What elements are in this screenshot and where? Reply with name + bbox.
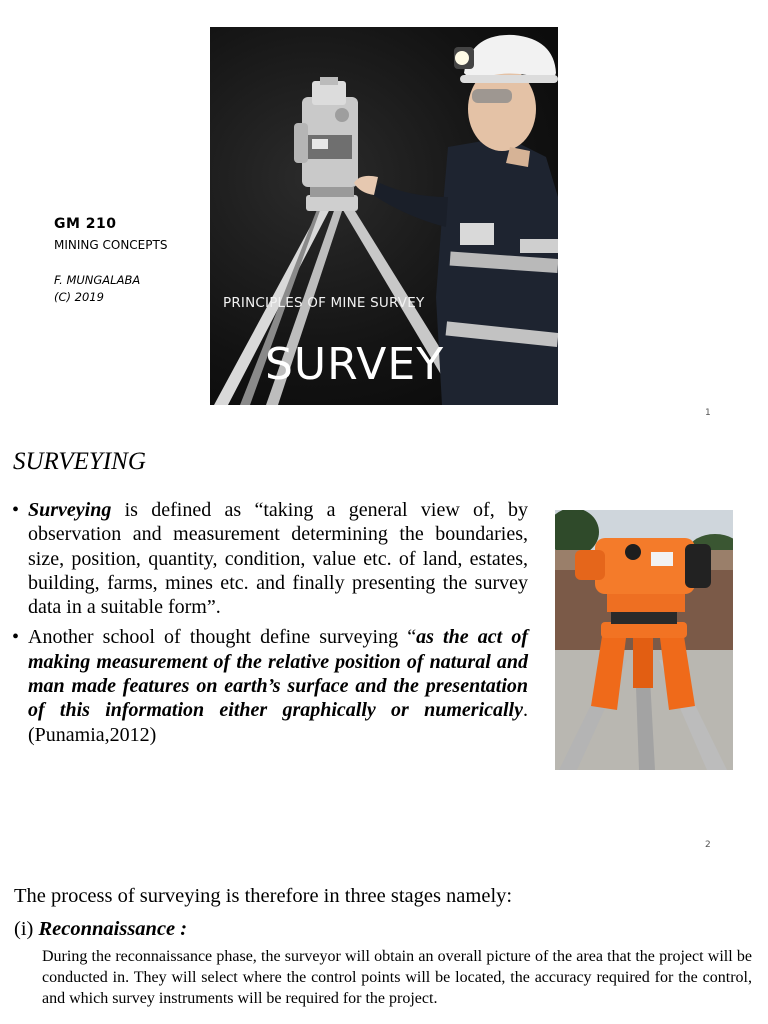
cover-photo — [210, 27, 558, 405]
slide-heading: SURVEYING — [13, 448, 146, 475]
bullet-item — [12, 498, 528, 619]
bullet-icon: • — [12, 626, 20, 649]
definition-text: is defined as “taking a general view of, by observation and measurement determining the boundaries, size, position, quantity, condition, value etc. of land, estates, building, farms, mines etc. and finally presenting the survey data in a suitable form”. — [28, 499, 528, 619]
page-number: 2 — [705, 840, 711, 850]
bullet-list — [12, 498, 528, 753]
defined-term: Surveying — [28, 499, 112, 521]
intro-text: The process of surveying is therefore in three stages namely: — [14, 885, 513, 907]
citation: . (Punamia,2012) — [28, 699, 528, 746]
copyright-year: (C) 2019 — [54, 290, 104, 304]
emphasized-definition: as the act of making measurement of the relative position of natural and man made features on earth’s surface and the presentation of this information either graphically or numerically — [28, 626, 528, 722]
page-number: 1 — [705, 408, 711, 418]
cover-title: SURVEY — [265, 339, 445, 390]
stage-number: (i) — [14, 918, 39, 940]
stage-heading — [14, 918, 187, 941]
auto-level-illustration — [555, 510, 733, 770]
bullet-text — [28, 625, 528, 746]
level-instrument-photo — [555, 510, 733, 770]
course-name: MINING CONCEPTS — [54, 238, 168, 252]
bullet-lead: Another school of thought define surveying “ — [28, 626, 417, 649]
course-code: GM 210 — [54, 216, 117, 232]
stage-label: Reconnaissance : — [38, 918, 188, 940]
bullet-text — [28, 498, 528, 619]
title-slide — [0, 0, 768, 432]
stage-paragraph: During the reconnaissance phase, the surveyor will obtain an overall picture of the area that the project will be conducted in. They will select where the control points will be located, the accuracy required for the control, and which survey instruments will be required for the project. — [42, 948, 752, 1007]
surveying-slide — [0, 440, 768, 864]
author-name: F. MUNGALABA — [54, 273, 141, 287]
process-slide — [0, 872, 768, 1024]
bullet-item — [12, 625, 528, 746]
cover-subtitle: PRINCIPLES OF MINE SURVEY — [223, 295, 425, 311]
bullet-icon: • — [12, 499, 20, 521]
